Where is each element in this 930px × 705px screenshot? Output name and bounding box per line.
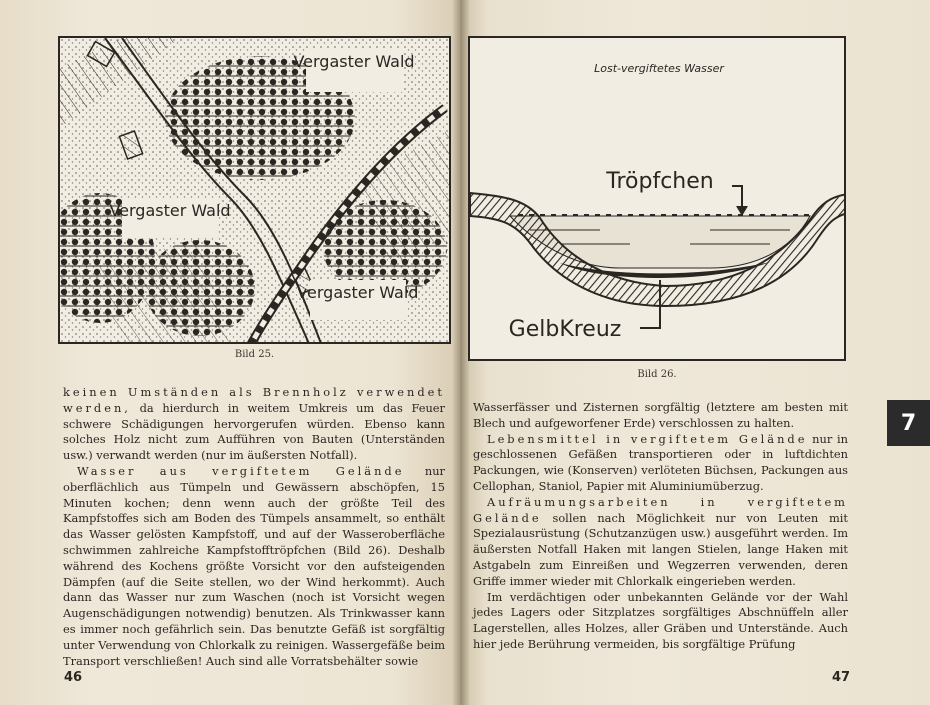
map-label-3: vergaster Wald xyxy=(297,283,419,302)
spaced-emphasis: Wasser aus vergiftetem Gelände xyxy=(77,463,405,478)
paragraph-text: nur in geschlossenen Gefäßen transportieren oder in luftdichten Packungen, wie (Konserven) verlöteten Büchsen, Packungen aus Cellophan, Staniol, Papier mit Aluminiumüberzug. xyxy=(473,431,848,493)
paragraph-text: nur oberflächlich aus Tümpeln und Gewässern abschöpfen, 15 Minuten kochen; denn wenn auch der größte Teil des Kampfstoffes sich am Boden des Tümpels ansammelt, so enthält das Wasser gelösten Kampfstoff, und auf der Wasseroberfläche schwimmen zahlreiche Kampfstofftröpfchen (Bild 26). Deshalb während des Kochens größte Vorsicht vor den aufsteigenden Dämpfen (auf die Seite stellen, wo der Wind herkommt). Auch dann das Wasser nur zum Waschen (noch ist Vorsicht wegen Augenschädigungen notwendig) benutzen. Als Trinkwasser kann es immer noch gefährlich sein. Das benutzte Gefäß ist sorgfältig unter Verwendung von Chlorkalk zu reinigen. Wassergefäße beim Transport verschließen! Auch sind alle Vorratsbehälter sowie xyxy=(63,463,445,668)
label-droplets: Tröpfchen xyxy=(606,169,714,194)
figure-gassed-forest-map xyxy=(58,36,451,344)
paragraph-text: da hierdurch in weitem Umkreis um das Feuer schwere Schädigungen hervorgerufen würden. Ebenso kann solches Holz nicht zum Aufführen von Bauten (Unterständen usw.) verwandt werden (nur im äußersten Notfall). xyxy=(63,400,445,463)
chapter-tab: 7 xyxy=(887,400,930,446)
paragraph-text: Wasserfässer und Zisternen sorgfältig (letztere am besten mit Blech und aufgeworfener Erde) verschlossen zu halten. xyxy=(473,400,848,430)
water-cross-section xyxy=(470,38,846,361)
figure-caption: Bild 25. xyxy=(234,349,275,360)
forest-map-illustration xyxy=(60,38,451,344)
figure-title: Lost-vergiftetes Wasser xyxy=(594,62,724,75)
figure-contaminated-water xyxy=(468,36,846,361)
spaced-emphasis: Aufräumungsarbeiten in vergiftetem Gelände xyxy=(473,494,848,525)
paragraph-text: sollen nach Möglichkeit nur von Leuten mit Spezialausrüstung (Schutzanzügen usw.) ausgeführt werden. Im äußersten Notfall Haken mit langen Stielen, lange Haken mit Astgabeln zum Einreißen und Wegzerren verwenden, deren Griffe immer wieder mit Chlorkalk eingerieben werden. xyxy=(473,510,848,588)
left-body-text xyxy=(63,385,445,669)
page-number: 47 xyxy=(832,670,851,685)
figure-caption: Bild 26. xyxy=(637,369,677,380)
page-number: 46 xyxy=(64,670,83,685)
spaced-emphasis: Lebensmittel in vergiftetem Gelände xyxy=(487,431,808,446)
spaced-emphasis: keinen Umständen als Brennholz verwendet werden, xyxy=(63,385,445,415)
map-label-2: Vergaster Wald xyxy=(109,201,231,220)
arrow-icon xyxy=(736,206,748,216)
map-label-1: Vergaster Wald xyxy=(293,52,415,71)
label-yellow-cross: GelbKreuz xyxy=(508,317,622,342)
right-body-text xyxy=(473,400,848,653)
left-page xyxy=(0,0,460,705)
paragraph-text: Im verdächtigen oder unbekannten Gelände vor der Wahl jedes Lagers oder Sitzplatzes sorgfältiges Abschnüffeln aller Lagerstellen, alles Holzes, aller Gräben und Unterstände. Auch hier jede Berührung vermeiden, bis sorgfältige Prüfung xyxy=(473,589,848,651)
